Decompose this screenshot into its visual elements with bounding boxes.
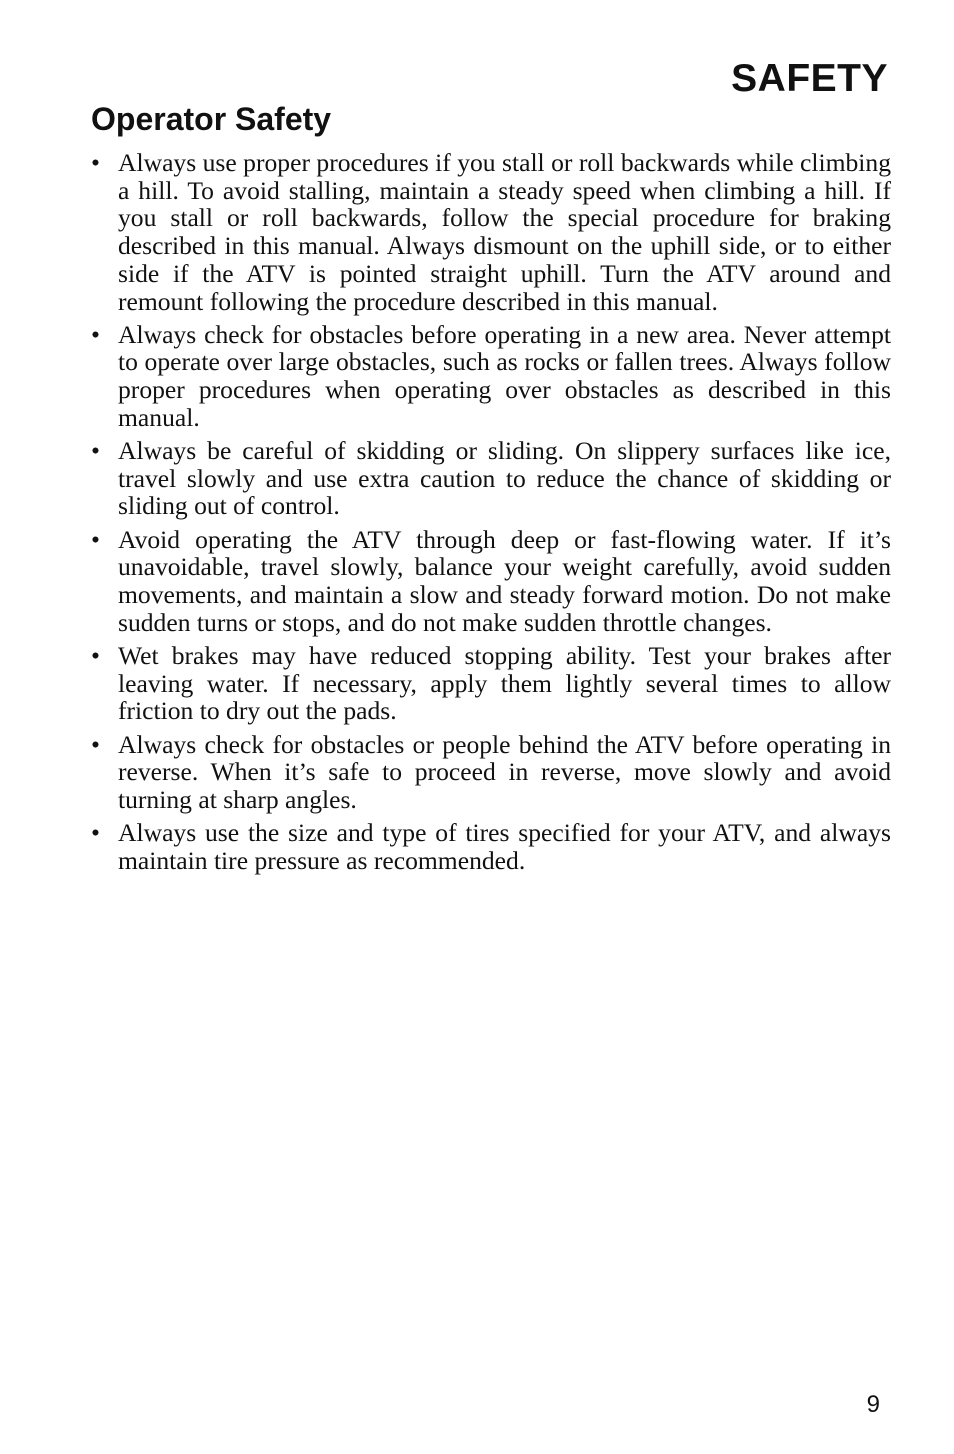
list-item-text: Always use proper procedures if you stall or roll backwards while climbing a hill. To avoid stalling, maintain a steady speed when climbing a hill. If you stall or roll backwards, follow the special procedure for braking described in this manual. Always dismount on the uphill side, or to either side if the ATV is pointed straight uphill. Turn the ATV around and remount following the procedure described in this manual. xyxy=(118,148,891,316)
bullet-icon: • xyxy=(91,729,100,759)
list-item-text: Wet brakes may have reduced stopping ability. Test your brakes after leaving water. If necessary, apply them lightly several times to allow friction to dry out the pads. xyxy=(118,640,891,726)
bullet-icon: • xyxy=(91,818,100,848)
bullet-icon: • xyxy=(91,640,100,670)
bullet-icon: • xyxy=(91,319,100,349)
bullet-list xyxy=(91,149,891,880)
list-item-text: Always be careful of skidding or sliding. On slippery surfaces like ice, travel slowly and use extra caution to reduce the chance of skidding or sliding out of control. xyxy=(118,436,891,521)
list-item xyxy=(91,149,891,315)
list-item xyxy=(91,642,891,725)
page-number: 9 xyxy=(866,1391,880,1418)
list-item-text: Avoid operating the ATV through deep or fast-flowing water. If it’s unavoidable, travel slowly, balance your weight carefully, avoid sudden movements, and maintain a slow and steady forward motion. Do not make sudden turns or stops, and do not make sudden throttle changes. xyxy=(118,524,891,637)
list-item xyxy=(91,321,891,432)
list-item xyxy=(91,731,891,814)
section-heading: Operator Safety xyxy=(91,101,332,137)
bullet-icon: • xyxy=(91,436,100,466)
list-item-text: Always check for obstacles before operating in a new area. Never attempt to operate over large obstacles, such as rocks or fallen trees. Always follow proper procedures when operating over obstacles as described in this manual. xyxy=(118,319,891,432)
list-item xyxy=(91,437,891,520)
bullet-icon: • xyxy=(91,524,100,554)
list-item xyxy=(91,819,891,874)
list-item-text: Always use the size and type of tires specified for your ATV, and always maintain tire pressure as recommended. xyxy=(118,818,891,875)
bullet-icon: • xyxy=(91,148,100,177)
chapter-title: SAFETY xyxy=(731,57,888,100)
list-item xyxy=(91,526,891,637)
list-item-text: Always check for obstacles or people behind the ATV before operating in reverse. When it’s safe to proceed in reverse, move slowly and avoid turning at sharp angles. xyxy=(118,729,891,814)
